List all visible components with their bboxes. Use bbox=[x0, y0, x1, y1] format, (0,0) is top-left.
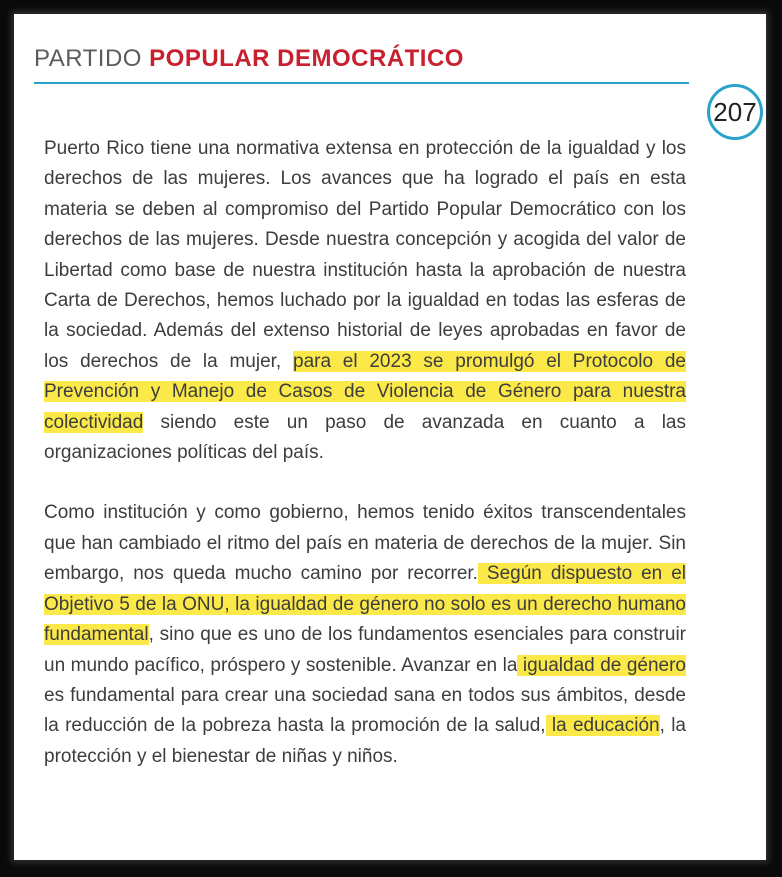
party-title-light: PARTIDO bbox=[34, 45, 142, 72]
paragraph-1-text-1: Puerto Rico tiene una normativa extensa en protección de la igualdad y los derechos de las mujeres. Los avances que ha logrado el país en esta materia se deben al compromiso del Partido Popular Democrático con los derechos de las mujeres. Desde nuestra concepción y acogida del valor de Libertad como base de nuestra institución hasta la aprobación de nuestra Carta de Derechos, hemos luchado por la igualdad en todas las esferas de la sociedad. Además del extenso historial de leyes aprobadas en favor de los derechos de la mujer, bbox=[44, 138, 686, 372]
party-title bbox=[34, 44, 464, 74]
paragraph-2-highlight-1: Según dispuesto en el Objetivo 5 de la ONU, la igualdad de género no solo es un derecho humano fundamental bbox=[44, 563, 686, 646]
body-text bbox=[44, 134, 686, 802]
paragraph-2-highlight-2: igualdad de género bbox=[517, 654, 686, 676]
paragraph-2 bbox=[44, 498, 686, 772]
page-number-badge bbox=[707, 84, 763, 140]
paragraph-2-text-2: , sino que es uno de los fundamentos esenciales para construir un mundo pacífico, próspero y sostenible. Avanzar en la bbox=[44, 624, 686, 676]
paragraph-1-highlight-1: para el 2023 se promulgó el Protocolo de Prevención y Manejo de Casos de Violencia de Género para nuestra colectividad bbox=[44, 350, 686, 433]
paragraph-2-highlight-3: la educación bbox=[545, 715, 660, 737]
party-title-bold: POPULAR DEMOCRÁTICO bbox=[149, 45, 464, 72]
page-number: 207 bbox=[713, 96, 757, 127]
header-rule bbox=[34, 82, 689, 84]
paragraph-2-text-1: Como institución y como gobierno, hemos tenido éxitos transcendentales que han cambiado el ritmo del país en materia de derechos de la mujer. Sin embargo, nos queda mucho camino por recorrer. bbox=[44, 502, 686, 585]
paragraph-2-text-4: , la protección y el bienestar de niñas y niños. bbox=[44, 715, 686, 767]
paragraph-2-text-3: es fundamental para crear una sociedad sana en todos sus ámbitos, desde la reducción de la pobreza hasta la promoción de la salud, bbox=[44, 684, 686, 737]
paragraph-1 bbox=[44, 134, 686, 468]
paragraph-1-text-2: siendo este un paso de avanzada en cuanto a las organizaciones políticas del país. bbox=[44, 411, 686, 464]
document-page bbox=[14, 14, 766, 860]
page-header bbox=[34, 44, 757, 127]
